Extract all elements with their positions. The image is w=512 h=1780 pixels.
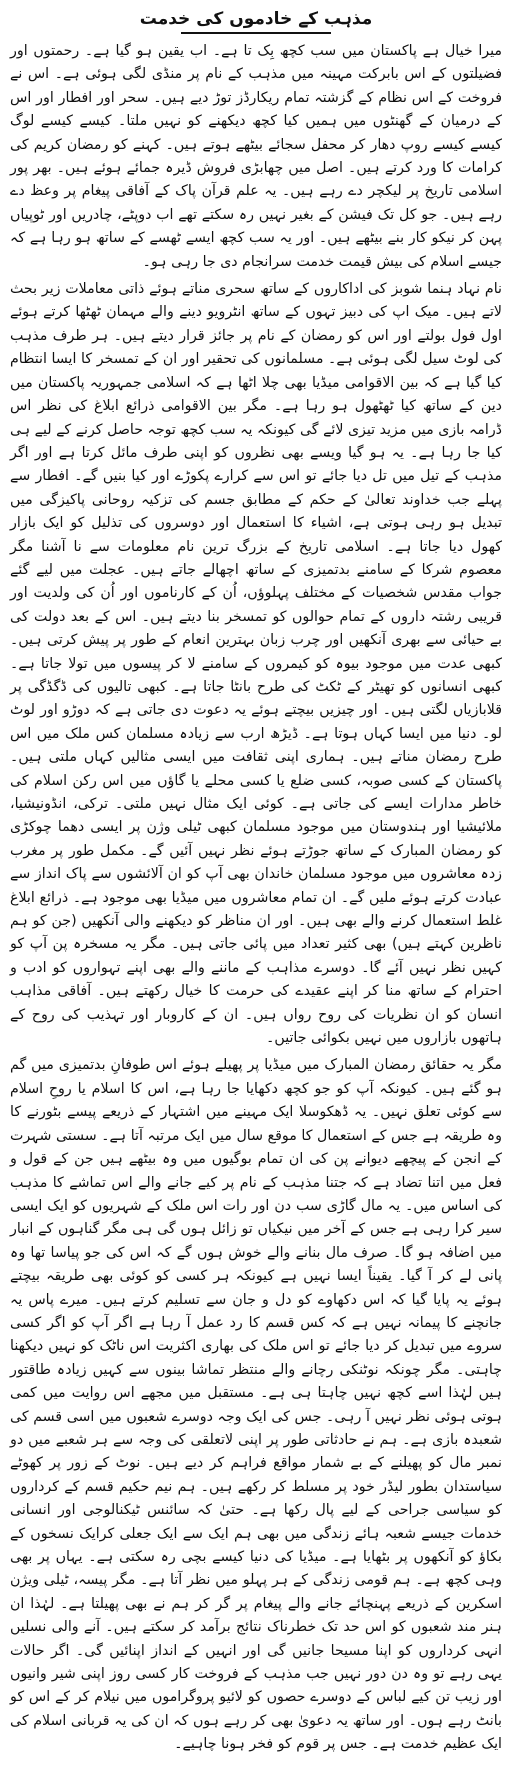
article-title: مذہب کے خادموں کی خدمت: [139, 9, 373, 29]
article-paragraph-1: میرا خیال ہے پاکستان میں سب کچھ بِک تا ہے۔ اب یقین ہو گیا ہے۔ رحمتوں اور فضیلتوں کے اس بابرکت مہینہ میں مذہب کے نام پر منڈی لگی ہوئی ہے۔ اس نے فروخت کے اس نظام کے گزشتہ تمام ریکارڈز توڑ دیے ہیں۔ سحر اور افطار اور اس کے درمیان کے گھنٹوں میں ہمیں کیا کچھ دیکھنے کو نہیں ملتا۔ کیسے کیسے لوگ کیسے کیسے روپ دھار کر محفل سجائے بیٹھے ہوتے ہیں۔ کہنے کو رمضان کریم کی کرامات کا ورد کرتے ہیں۔ اصل میں چھابڑی فروش ڈیرہ جمائے ہوئے ہیں۔ بھر پور اسلامی تاریخ پر لیکچر دے رہے ہیں۔ یہ علم قرآن پاک کے آفاقی پیغام پر وعظ دے رہے ہیں۔ جو کل تک فیشن کے بغیر نہیں رہ سکتے تھے اب دوپٹے، چادریں اور ٹوپیاں پہن کر نیکو کار بنے بیٹھے ہیں۔ اور یہ سب کچھ ایسے ٹھسے کے ساتھ ہو رہا ہے کہ جیسے اسلام کی بیش قیمت خدمت سرانجام دی جا رہی ہو۔: [10, 43, 502, 270]
title-underline: [181, 32, 331, 34]
article-paragraph-2: نام نہاد ہنما شوبز کی اداکاروں کے ساتھ سحری مناتے ہوئے ذاتی معاملات زیر بحث لاتے ہیں۔ میک اپ کی دبیز تہوں کے ساتھ انٹرویو دینے والے مہمان ٹھٹھا کرتے ہوئے اول فول بولتے اور اس کو رمضان کے نام پر جائز قرار دیتے ہیں۔ ہر طرف مذہب کی لوٹ سیل لگی ہوئی ہے۔ مسلمانوں کی تحقیر اور ان کے تمسخر کا ایسا انتظام کیا گیا ہے کہ بین الاقوامی میڈیا بھی چلا اٹھا ہے کہ اسلامی جمہوریہ پاکستان میں دین کے ساتھ کیا ٹھٹھول ہو رہا ہے۔ مگر بین الاقوامی ذرائع ابلاغ کی نظر اس ڈرامہ بازی میں مزید تیزی لائے گی کیونکہ یہ سب کچھ توجہ حاصل کرنے کے لیے ہی کیا جا رہا ہے۔ یہ ہو گیا ویسے بھی نظروں کو اپنی طرف مائل کرتا ہے اور اگر مذہب کے تیل میں تل دیا جائے تو اس سے کرارے پکوڑے اور کیا بنیں گے۔ افطار سے پہلے جب خداوند تعالیٰ کے حکم کے مطابق جسم کی تزکیہ روحانی پاکیزگی میں تبدیل ہو رہی ہوتی ہے، اشیاء کا استعمال اور دوسروں کی تذلیل کو ایک بازار کھول دیا جاتا ہے۔ اسلامی تاریخ کے بزرگ ترین نام معلومات سے نا آشنا مگر معصوم شرکا کے سامنے بدتمیزی کے ساتھ اچھالے جاتے ہیں۔ عجلت میں لیے گئے جواب مقدس شخصیات کے مختلف پہلوؤں، اُن کے کارناموں اور اُن کی ولدیت اور قریبی رشتہ داروں کے تمام حوالوں کو تمسخر بنا دیتے ہیں۔ اس کے بعد دولت کی بے حیائی سے بھری آنکھیں اور چرب زبان بہترین انعام کے طور پر پیش کرتی ہیں۔ کبھی عدت میں موجود بیوہ کو کیمروں کے سامنے لا کر پیسوں میں تولا جاتا ہے۔ کبھی انسانوں کو تھیٹر کے ٹکٹ کی طرح بانٹا جاتا ہے۔ کبھی تالیوں کی ڈگڈگی پر قلابازیاں لگتی ہیں۔ اور چیزیں بیچتے ہوئے یہ دعوت دی جاتی ہے کہ دوڑو اور لوٹ لو۔ دنیا میں ایسا کہاں ہوتا ہے۔ ڈیڑھ ارب سے زیادہ مسلمان کس ملک میں اس طرح رمضان مناتے ہیں۔ ہماری اپنی ثقافت میں ایسی مثالیں کہاں ملتی ہیں۔ پاکستان کے کسی صوبہ، کسی ضلع یا کسی محلے یا گاؤں میں اس رکن اسلام کی خاطر مدارات ایسے کی جاتی ہے۔ کوئی ایک مثال نہیں ملتی۔ ترکی، انڈونیشیا، ملائیشیا اور ہندوستان میں موجود مسلمان کبھی ٹیلی وژن پر ایسی دھما چوکڑی کو رمضان المبارک کے ساتھ جوڑتے ہوئے نظر نہیں آئیں گے۔ مکمل طور پر مغرب زدہ معاشروں میں موجود مسلمان خاندان بھی آپ کو ان آلائشوں سے پاک انداز سے عبادت کرتے ہوئے ملیں گے۔ ان تمام معاشروں میں میڈیا بھی موجود ہے۔ ذرائع ابلاغ غلط استعمال کرنے والے بھی ہیں۔ اور ان مناظر کو دیکھنے والی آنکھیں (جن کو ہم ناظرین کہتے ہیں) بھی کثیر تعداد میں پائی جاتی ہیں۔ مگر یہ مسخرہ پن آپ کو کہیں نظر نہیں آئے گا۔ دوسرے مذاہب کے ماننے والے بھی اپنے تہواروں کو ادب و احترام کے ساتھ منا کر اپنے عقیدے کی حرمت کا خیال رکھتے ہیں۔ آفاقی مذاہب انسان کو ان نظریات کی روح رواں ہیں۔ ان کے کاروبار اور تہذیب کی روح کے ہاتھوں بازاروں میں نہیں بکوائی جاتیں۔: [10, 281, 502, 1047]
article-paragraph-3: مگر یہ حقائق رمضان المبارک میں میڈیا پر پھیلے ہوئے اس طوفانِ بدتمیزی میں گم ہو گئے ہیں۔ کیونکہ آپ کو جو کچھ دکھایا جا رہا ہے، اس کا اسلام یا روحِ اسلام سے کوئی تعلق نہیں۔ یہ ڈھکوسلا ایک مہینے میں اشتہار کے ذریعے پیسے بٹورنے کا وہ طریقہ ہے جس کے استعمال کا موقع سال میں ایک مرتبہ آتا ہے۔ سستی شہرت کے انجن کے پیچھے دیوانے پن کی ان تمام بوگیوں میں وہ بیٹھے ہیں جن کے قول و فعل میں اتنا تضاد ہے کہ جتنا مذہب کے نام پر کیے جانے والے اس تماشے کا مذہب کی اساس میں۔ یہ مال گاڑی سب دن اور رات اس ملک کے شہریوں کو ایک ایسی سیر کرا رہی ہے جس کے آخر میں نیکیاں تو زائل ہوں گی ہی مگر گناہوں کے انبار میں اضافہ ہو گا۔ صرف مال بنانے والے خوش ہوں گے کہ اس کی جو پیاسا تھا وہ پانی لے کر آ گیا۔ یقیناً ایسا نہیں ہے کیونکہ ہر کسی کو کوئی بھی طریقہ بیچتے ہوئے یہ پایا گیا کہ اس دکھاوے کو دل و جان سے تسلیم کرتے ہیں۔ میرے پاس یہ جانچنے کا پیمانہ نہیں ہے کہ کس قسم کا رد عمل آ رہا ہے اگر آپ کو اگر کسی سروے میں تبدیل کر دیا جائے تو اس ملک کی بھاری اکثریت اس ناٹک کو نہیں دیکھنا چاہتی۔ مگر چونکہ نوٹنکی رچانے والے منتظر تماشا بینوں سے کہیں زیادہ طاقتور ہیں لہٰذا اسے کچھ نہیں چاہتا ہی ہے۔ مستقبل میں مجھے اس روایت میں کمی ہوتی ہوئی نظر نہیں آ رہی۔ جس کی ایک وجہ دوسرے شعبوں میں اسی قسم کی شعبدہ بازی ہے۔ ہم نے حادثاتی طور پر اپنی لاتعلقی کی وجہ سے ہر شعبے میں دو نمبر مال کو پھیلنے کے بے شمار مواقع فراہم کر دیے ہیں۔ نوٹ کے زور پر کھوٹے سیاستدان بطور لیڈر خود پر مسلط کر رکھے ہیں۔ ہم نیم حکیم قسم کے کرداروں کو سیاسی جراحی کے لیے پال رکھا ہے۔ حتیٰ کہ سائنس ٹیکنالوجی اور انسانی خدمات جیسے شعبہ ہائے زندگی میں بھی ہم ایک سے ایک جعلی کرایک نسخوں کے بکاؤ کو آنکھوں پر بٹھایا ہے۔ میڈیا کی دنیا کیسے بچی رہ سکتی ہے۔ یہاں پر بھی وہی کچھ ہے۔ ہم قومی زندگی کے ہر پہلو میں نظر آتا ہے۔ مگر پیسہ، ٹیلی ویژن اسکرین کے ذریعے پہنچائے جانے والے پیغام پر گر کر ہم نے بھی پھیلتا ہے۔ لہٰذا ان ہنر مند شعبوں کو اس حد تک خطرناک نتائج برآمد کر سکتے ہیں۔ آنے والی نسلیں انہی کرداروں کو اپنا مسیحا جانیں گی اور انہیں کے انداز اپنائیں گی۔ اگر حالات یہی رہے تو وہ دن دور نہیں جب مذہب کے فروخت کار کسی روز اپنی شیر وانیوں اور زیب تن کیے لباس کے دوسرے حصوں کو لائیو پروگراموں میں نیلام کر کے اس کو بانٹ رہے ہوں۔ اور ساتھ یہ دعویٰ بھی کر رہے ہوں کہ ان کی یہ قربانی اسلام کی ایک عظیم خدمت ہے۔ جس پر قوم کو فخر ہونا چاہیے۔: [10, 1057, 502, 1753]
